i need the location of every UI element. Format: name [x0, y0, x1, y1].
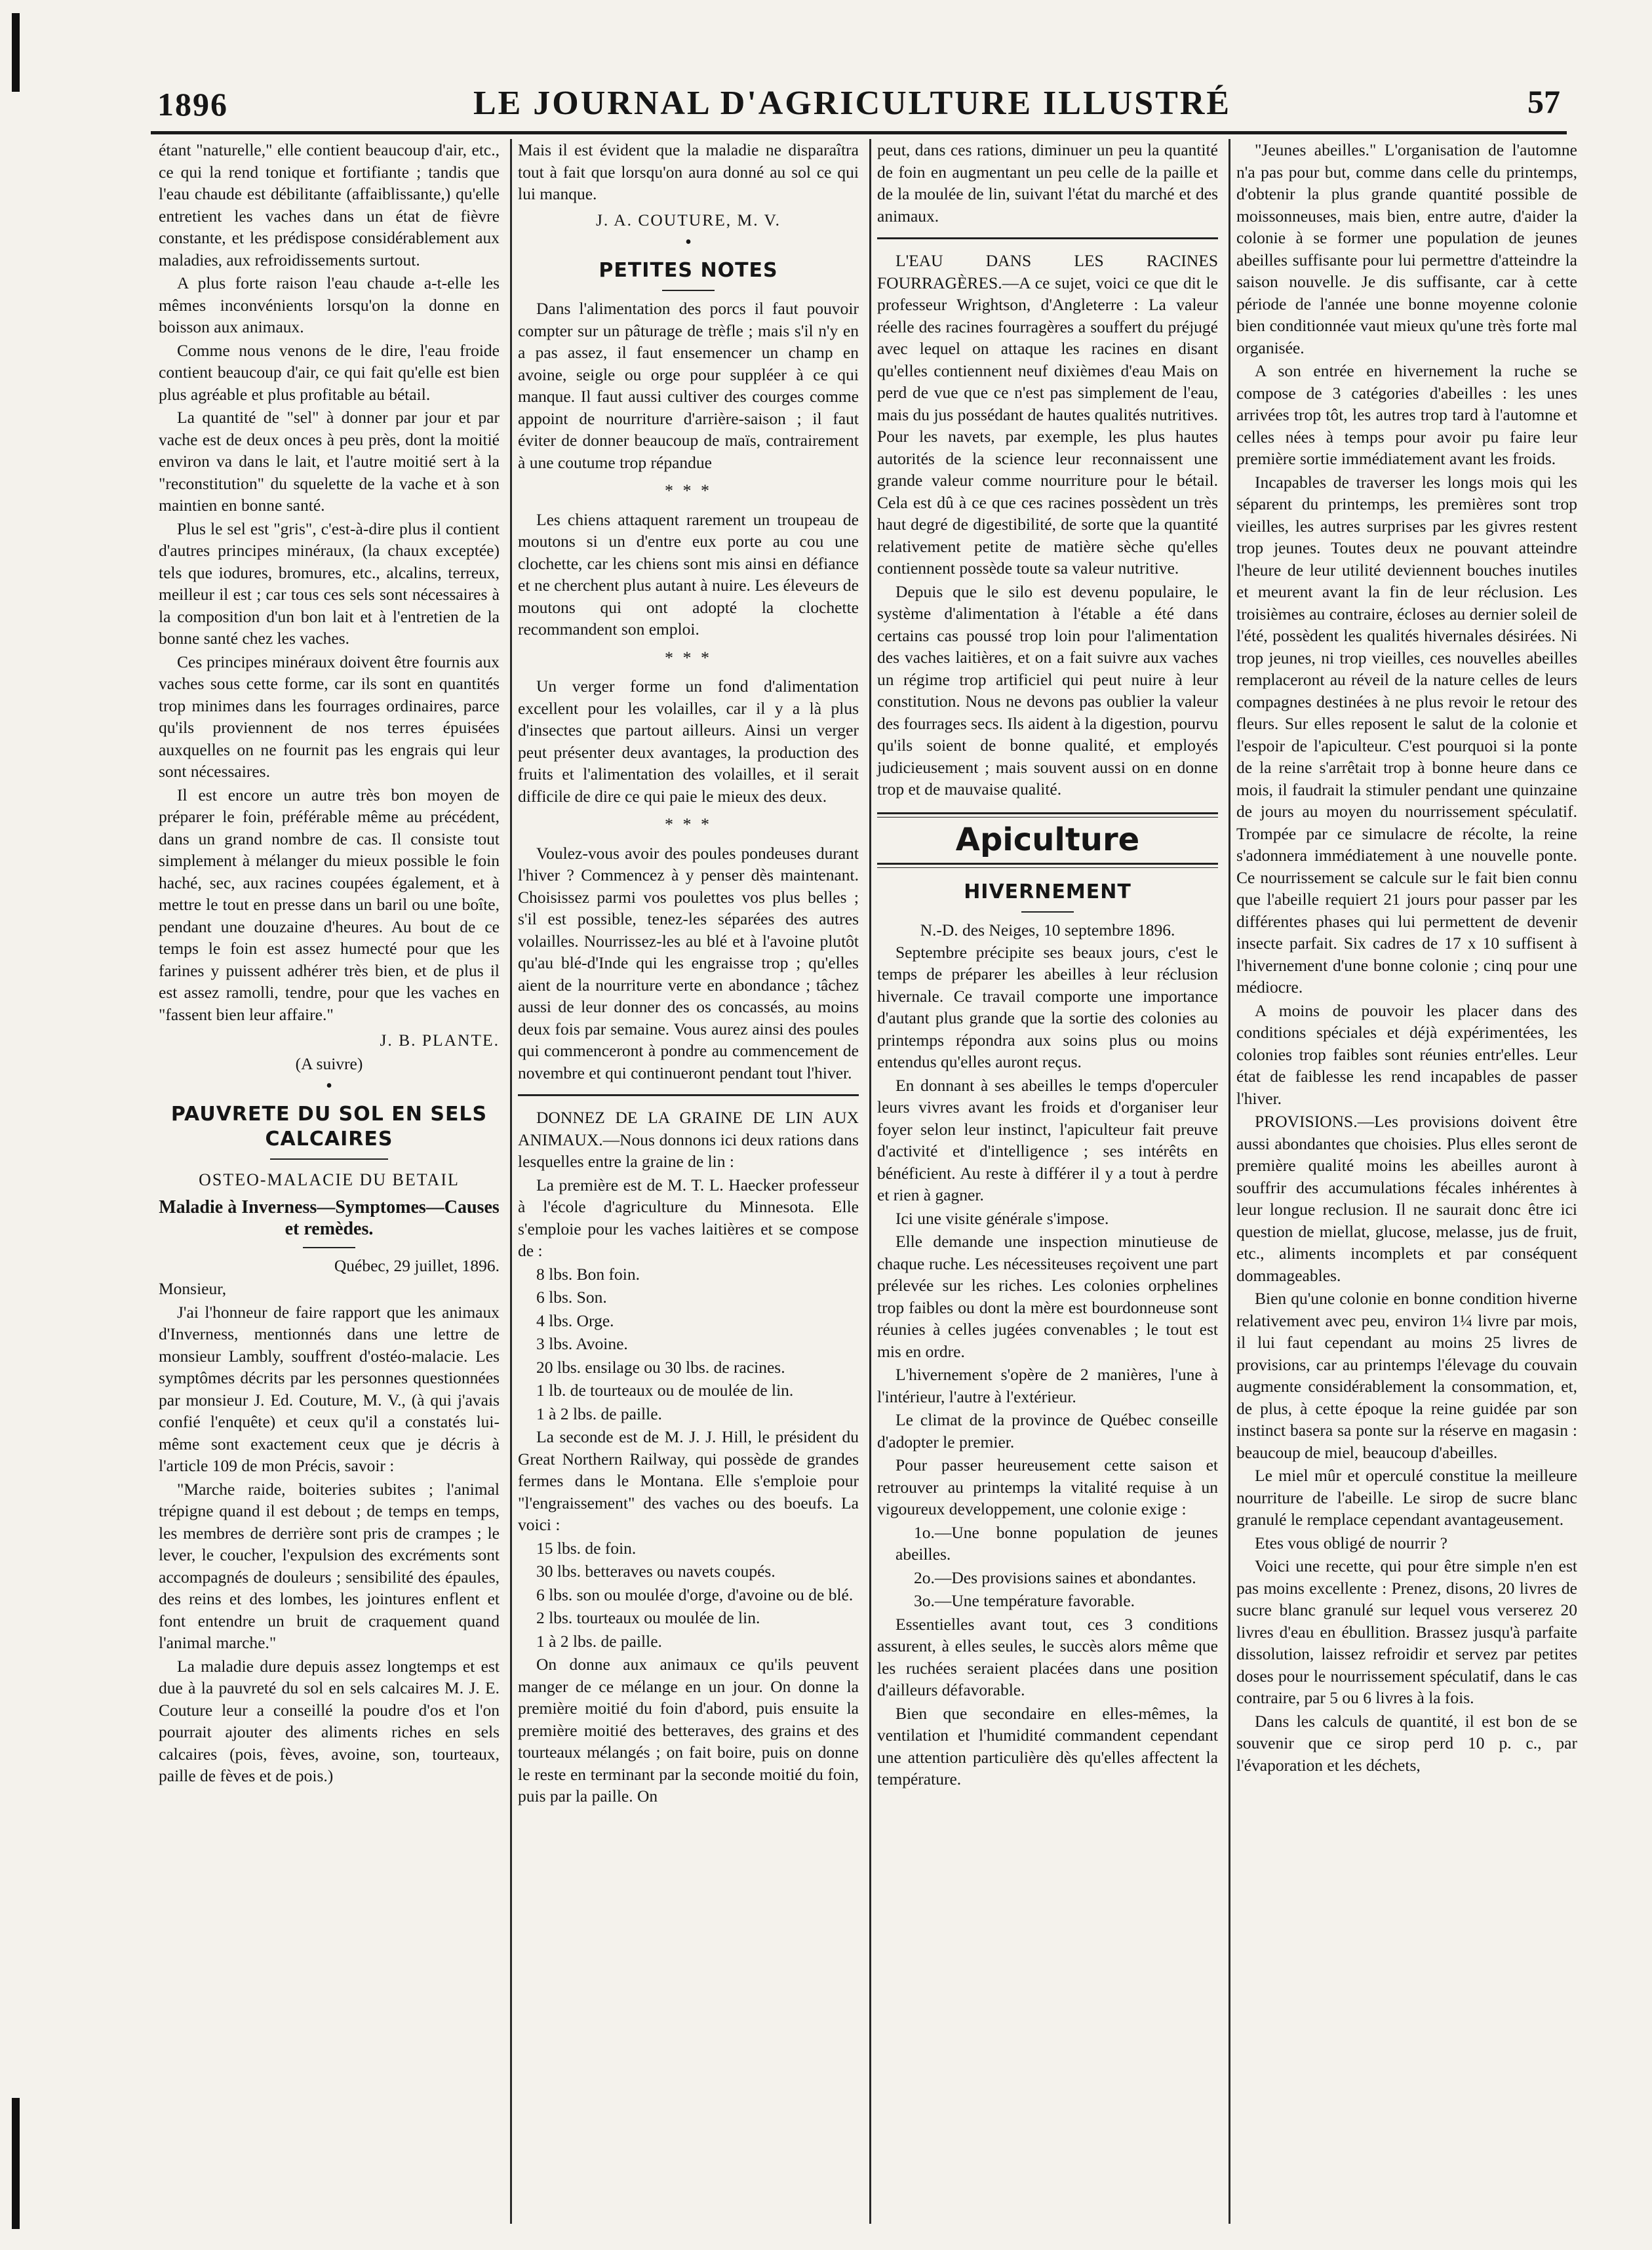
paragraph: Elle demande une inspection minutieuse de chaque ruche. Les nécessiteuses reçoivent une part prélevée sur les riches. Les colonies orphelines trop faibles ou dont la mère est bourdonneuse sont réunies à celles jugées convenables ; le tout est mis en ordre.: [877, 1232, 1218, 1361]
paragraph: L'EAU DANS LES RACINES FOURRAGÈRES.—A ce sujet, voici ce que dit le professeur Wrightson, d'Angleterre : La valeur réelle des racines fourragères a souffert du préjugé avec lequel on attaque les racines en disant qu'elles contiennent neuf dixièmes d'eau Mais on perd de vue que ce n'est pas simplement de l'eau, mais du jus possédant de hautes qualités nutritives. Pour les navets, par exemple, les plus hautes autorités de la science leur reconnaissent une grande valeur comme nourriture pour le bétail. Cela est dû à ce que ces racines possèdent un très haut degré de digestibilité, de sorte que la quantité relativement petite de matière sèche qu'elles contiennent possède toute sa valeur nutritive.: [877, 251, 1218, 578]
paragraph: L'hivernement s'opère de 2 manières, l'une à l'intérieur, l'autre à l'extérieur.: [877, 1365, 1218, 1406]
ornament-dot: •: [685, 232, 692, 252]
article-subheading: OSTEO-MALACIE DU BETAIL: [199, 1170, 460, 1189]
ration-item: 1 à 2 lbs. de paille.: [536, 1404, 662, 1423]
column-rule: [1229, 139, 1230, 2224]
column-4: [1236, 139, 1577, 1777]
ration-item: 15 lbs. de foin.: [536, 1538, 637, 1558]
ration-item: 30 lbs. betteraves ou navets coupés.: [536, 1562, 776, 1581]
paragraph: Un verger forme un fond d'alimentation excellent pour les volailles, car il y a là plus d'insectes que partout ailleurs. Ainsi un verger peut présenter deux avantages, la production des fruits et l'alimentation des volailles, et il serait difficile de dire ce qui paie le mieux des deux.: [518, 677, 859, 806]
paragraph: Mais il est évident que la maladie ne disparaîtra tout à fait que lorsqu'on aura donné au sol ce qui lui manque.: [518, 140, 859, 203]
paragraph: Ces principes minéraux doivent être fournis aux vaches sous cette forme, car ils sont en quantités trop minimes dans les fourrages ordinaires, parce qu'ils proviennent de nos terres épuisées auxquelles on ne fournit pas les engrais qui leur sont nécessaires.: [159, 652, 500, 781]
paragraph: Incapables de traverser les longs mois qui les séparent du printemps, les premières sont trop vieilles, les autres surprises par les givres restent trop jeunes. Toutes deux ne pouvant atteindre l'heure de leur utilité deviennent bouches inutiles et meurent avant la fin de leur réclusion. Les troisièmes au contraire, écloses au dernier soleil de l'été, possèdent les qualités hivernales désirées. Ni trop jeunes, ni trop vieilles, ces nouvelles abeilles remplaceront au réveil de la nature celles de leurs compagnes destinées à ne plus revoir le retour des fleurs. Sur elles reposent le salut de la colonie et l'espoir de l'apiculteur. C'est pourquoi si la ponte de la reine s'arrêtait trop à bonne heure dans ce mois, il faudrait la stimuler pendant une quinzaine de jours au moyen du nourrissement spéculatif. Trompée par ce simulacre de récolte, la reine s'adonnera immédiatement à une nouvelle ponte. Ce nourrissement se calcule sur le fait bien connu que l'abeille requiert 21 jours pour passer par les différentes phases qui lui permettent de devenir insecte parfait. Six cadres de 17 x 10 suffisent à l'hivernement d'une bonne colonie ; cinq pour une médiocre.: [1236, 472, 1577, 997]
column-2: [518, 139, 859, 1809]
paragraph: Dans l'alimentation des porcs il faut pouvoir compter sur un pâturage de trèfle ; mais s'il n'y en a pas assez, il faut ensemencer un champ en avoine, seigle ou orge pour suppléer à ce qui manque. Il faut aussi cultiver des courges comme appoint de nourriture d'arrière-saison ; il faut éviter de donner beaucoup de maïs, contrairement à une coutume trop répandue: [518, 299, 859, 472]
section-rule: [270, 1158, 388, 1160]
ration-item: 2 lbs. tourteaux ou moulée de lin.: [536, 1608, 760, 1627]
section-double-rule: [877, 812, 1218, 818]
ration-item: 1 lb. de tourteaux ou de moulée de lin.: [536, 1381, 794, 1400]
paragraph: DONNEZ DE LA GRAINE DE LIN AUX ANIMAUX.—Nous donnons ici deux rations dans lesquelles entre la graine de lin :: [518, 1108, 859, 1171]
paragraph: Bien que secondaire en elles-mêmes, la ventilation et l'humidité commandent cependant une attention particulière dès qu'elles affectent la température.: [877, 1703, 1218, 1788]
paragraph: Depuis que le silo est devenu populaire, le système d'alimentation à l'étable a été dans certains cas poussé trop loin pour l'alimentation des vaches laitières, et on a fait suivre aux vaches un régime trop artificiel qui peut nuire à leur constitution. Nous ne devons pas oublier la valeur des fourrages secs. Ils aident à la digestion, pourvu qu'ils soient de bonne qualité, et employés judicieusement ; mais souvent aussi on en donne trop et de mauvaise qualité.: [877, 582, 1218, 799]
column-rule: [510, 139, 512, 2224]
paragraph: On donne aux animaux ce qu'ils peuvent manger de ce mélange en un jour. On donne la première moitié du foin d'abord, puis ensuite la première moitié des betteraves, des grains et des tourteaux mélangés ; on fait boire, puis on donne le reste en terminant par la seconde moitié du foin, puis par la paille. On: [518, 1655, 859, 1806]
paragraph: Voulez-vous avoir des poules pondeuses durant l'hiver ? Commencez à y penser dès maintenant. Choisissez parmi vos poulettes vos plus belles ; s'il est possible, tenez-les séparées des autres volailles. Nourrissez-les au blé et à l'avoine plutôt qu'au blé-d'Inde qui les engraisse trop ; qu'elles aient de la nourriture verte en abondance ; tâchez aussi de leur donner des os concassés, au moins deux fois par semaine. Vous aurez ainsi des poules qui commenceront à pondre au commencement de novembre et qui continueront pendant tout l'hiver.: [518, 843, 859, 1082]
paragraph: Pour passer heureusement cette saison et retrouver au printemps la vitalité requise à un vigoureux developpement, une colonie exige :: [877, 1455, 1218, 1518]
ornament-dot: •: [326, 1076, 332, 1096]
paragraph: Le climat de la province de Québec conseille d'adopter le premier.: [877, 1410, 1218, 1451]
paragraph: Ici une visite générale s'impose.: [895, 1208, 1109, 1228]
ration-item: 1 à 2 lbs. de paille.: [536, 1631, 662, 1651]
paragraph: Dans les calculs de quantité, il est bon de se souvenir que ce sirop perd 10 p. c., par l'évaporation et les déchets,: [1236, 1711, 1577, 1775]
issue-year: 1896: [157, 86, 228, 123]
paragraph: A moins de pouvoir les placer dans des conditions spéciales et déjà expérimentées, les colonies trop faibles sont réunies entr'elles. Leur état de faiblesse les rend incapables de passer l'hiver.: [1236, 1000, 1577, 1108]
section-title: Apiculture: [955, 821, 1140, 858]
paragraph: Les chiens attaquent rarement un troupeau de moutons si un d'entre eux porte au cou une clochette, car les chiens sont mis ainsi en défiance et ne cherchent plus autant à nuire. Les éleveurs de moutons qui ont adopté la clochette recommandent son emploi.: [518, 509, 859, 639]
dateline: N.-D. des Neiges, 10 septembre 1896.: [920, 920, 1175, 939]
column-1: [159, 139, 500, 1788]
dateline: Québec, 29 juillet, 1896.: [334, 1255, 500, 1275]
section-rule: [303, 1247, 355, 1248]
ration-item: 6 lbs. son ou moulée d'orge, d'avoine ou de blé.: [536, 1585, 854, 1604]
section-rule: [662, 290, 715, 291]
author-signature: J. A. COUTURE, M. V.: [595, 210, 781, 229]
paragraph: Etes vous obligé de nourrir ?: [1255, 1533, 1447, 1552]
asterism: * * *: [665, 815, 712, 834]
paragraph: La première est de M. T. L. Haecker professeur à l'école d'agriculture du Minnesota. Elle s'emploie pour les vaches laitières et se compose de :: [518, 1175, 859, 1260]
ration-item: 8 lbs. Bon foin.: [536, 1264, 640, 1284]
paragraph: A son entrée en hivernement la ruche se compose de 3 catégories d'abeilles : les unes arrivées trop tôt, les autres trop tard à l'automne et celles nées à temps pour avoir pu faire leur première sortie immédiatement avant les froids.: [1236, 361, 1577, 468]
asterism: * * *: [665, 648, 712, 667]
paragraph: peut, dans ces rations, diminuer un peu la quantité de foin en augmentant un peu celle de la paille et de la moulée de lin, suivant l'état du marché et des animaux.: [877, 140, 1218, 226]
paragraph: Le miel mûr et operculé constitue la meilleure nourriture de l'abeille. Le sirop de sucre blanc granulé le remplace cependant avantageusement.: [1236, 1466, 1577, 1529]
paragraph: Bien qu'une colonie en bonne condition hiverne relativement avec peu, environ 1¼ livre par mois, il lui faut cependant au moins 25 livres de provisions, car au printemps l'élevage du couvain augmente considérablement la consommation, et, de plus, à cette époque la reine guidée par son instinct basera sa ponte sur la réserve en magasin : beaucoup de miel, beaucoup d'abeilles.: [1236, 1289, 1577, 1462]
author-signature: J. B. PLANTE.: [380, 1031, 500, 1050]
ration-list-1: [518, 1263, 859, 1425]
article-heading: PETITES NOTES: [599, 259, 778, 282]
article-kicker: Maladie à Inverness—Symptomes—Causes et remèdes.: [159, 1196, 500, 1239]
salutation: Monsieur,: [159, 1279, 227, 1298]
paragraph: "Marche raide, boiteries subites ; l'animal trépigne quand il est debout ; de temps en temps, les membres de derrière sont pris de crampes ; le lever, le coucher, l'expulsion des excréments sont accompagnés de douleurs ; sensibilité des épaules, des reins et des lombes, les jointures enflent et font entendre un bruit de craquement quand l'animal marche.": [159, 1479, 500, 1652]
journal-title: LE JOURNAL D'AGRICULTURE ILLUSTRÉ: [473, 85, 1232, 122]
ration-list-2: [518, 1537, 859, 1653]
paragraph: Il est encore un autre très bon moyen de préparer le foin, préférable même au précédent, dans un grand nombre de cas. Il consiste tout simplement à mélanger du mieux possible le foin haché, sec, aux racines coupées également, et à mettre le tout en presse dans un baril ou une boîte, pendant une douzaine d'heures. Au bout de ce temps le foin est assez humecté pour que les farines y puissent adhérer très bien, et de plus il est assez ramolli, tendre, pour que les vaches en "fassent bien leur affaire.": [159, 785, 500, 1024]
page-number: 57: [1527, 83, 1560, 120]
paragraph: La maladie dure depuis assez longtemps et est due à la pauvreté du sol en sels calcaires M. J. E. Couture leur a conseillé la poudre d'os et l'on pourrait ajouter des aliments riches en sels calcaires (pois, fèves, avoine, son, tourteaux, paille de fèves et de pois.): [159, 1656, 500, 1785]
paragraph: Septembre précipite ses beaux jours, c'est le temps de préparer les abeilles à leur réclusion hivernale. Ce travail comporte une importance d'autant plus grande que la sortie des colonies au printemps répondra aux soins plus ou moins entendus qu'elles auront reçus.: [877, 942, 1218, 1071]
paragraph: "Jeunes abeilles." L'organisation de l'automne n'a pas pour but, comme dans celle du printemps, d'obtenir la plus grande quantité possible de moissonneuses, mais bien, entre autre, d'aider la colonie à se former une population de jeunes abeilles suffisante pour lui permettre d'atteindre la saison nouvelle. Je dis suffisante, car à cette période de l'année une bonne moyenne colonie bien conditionnée vaut mieux qu'une très forte mal organisée.: [1236, 140, 1577, 357]
ration-item: 20 lbs. ensilage ou 30 lbs. de racines.: [536, 1357, 785, 1377]
masthead: [131, 79, 1573, 138]
section-rule: [877, 237, 1218, 239]
condition-item: 3o.—Une température favorable.: [914, 1591, 1135, 1610]
paragraph: J'ai l'honneur de faire rapport que les animaux d'Inverness, mentionnés dans une lettre de monsieur Lambly, souffrent d'ostéo-malacie. Les symptômes décrits par les personnes questionnées par monsieur J. Ed. Couture, M. V., (à qui j'avais confié l'enquête) et ceux qu'il a constatés lui-même sont exactement ceux que je décris à l'article 109 de mon Précis, savoir :: [159, 1302, 500, 1475]
header-rule: [151, 131, 1567, 134]
paragraph: étant "naturelle," elle contient beaucoup d'air, etc., ce qui la rend tonique et fortifiante ; tandis que l'eau chaude est débilitante (affaiblissante,) qu'elle entretient les vaches dans un état de fièvre constante, et les prédispose considérablement aux maladies, aux refroidissements surtout.: [159, 140, 500, 269]
section-rule: [1021, 911, 1074, 913]
column-3: [877, 139, 1218, 1792]
continued-note: (A suivre): [295, 1054, 363, 1073]
ration-item: 4 lbs. Orge.: [536, 1311, 614, 1330]
paragraph: Comme nous venons de le dire, l'eau froide contient beaucoup d'air, ce qui fait qu'elle est bien plus agréable et plus profitable au bétail.: [159, 340, 500, 404]
condition-item: 2o.—Des provisions saines et abondantes.: [914, 1568, 1196, 1587]
paragraph: En donnant à ses abeilles le temps d'operculer leurs vivres avant les froids et d'organiser leur foyer selon leur instinct, l'apiculteur fait preuve d'activité et d'intelligence ; ses intérêts en bénéficient. Au reste à différer il y a tout à perdre et rien à gagner.: [877, 1075, 1218, 1204]
scan-edge-mark: [12, 13, 20, 92]
asterism: * * *: [665, 481, 712, 500]
section-rule: [518, 1094, 859, 1096]
condition-item: 1o.—Une bonne population de jeunes abeilles.: [895, 1522, 1218, 1564]
article-heading: HIVERNEMENT: [964, 880, 1131, 903]
column-rule: [869, 139, 871, 2224]
paragraph: Plus le sel est "gris", c'est-à-dire plus il contient d'autres principes minéraux, (la chaux exceptée) tels que iodures, bromures, etc., alcalins, terreux, meilleur il est ; car tous ces sels sont nécessaires à la composition d'un bon lait et à l'entretien de la bonne santé chez les vaches.: [159, 519, 500, 648]
paragraph: La quantité de "sel" à donner par jour et par vache est de deux onces à peu près, dont la moitié environ va dans le lait, et l'autre moitié sert à la "reconstitution" du squelette de la vache et à son maintien en bonne santé.: [159, 408, 500, 515]
ration-item: 6 lbs. Son.: [536, 1288, 607, 1307]
paragraph: Voici une recette, qui pour être simple n'en est pas moins excellente : Prenez, disons, 20 livres de sucre blanc granulé sur lequel vous verserez 20 livres d'eau en ébullition. Brassez jusqu'à parfaite dissolution, laissez refroidir et servez par petites doses pour le nourrissement spéculatif, dans le cas contraire, par 5 ou 6 livres à la fois.: [1236, 1556, 1577, 1707]
paragraph: Essentielles avant tout, ces 3 conditions assurent, à elles seules, le succès alors même que les ruchées seraient placées dans une position d'ailleurs défavorable.: [877, 1614, 1218, 1699]
paragraph: A plus forte raison l'eau chaude a-t-elle les mêmes inconvénients lorsqu'on la donne en boisson aux animaux.: [159, 273, 500, 336]
scan-edge-mark: [12, 2098, 20, 2229]
paragraph: PROVISIONS.—Les provisions doivent être aussi abondantes que choisies. Plus elles seront de première qualité moins les abeilles auront à souffrir des accumulations fécales inhérentes à leur longue reclusion. Il ne saurait donc être ici question de miellat, glucose, melasse, jus de fruit, etc., aliments incomplets et par conséquent dommageables.: [1236, 1112, 1577, 1285]
section-double-rule: [877, 863, 1218, 868]
ration-item: 3 lbs. Avoine.: [536, 1334, 628, 1353]
article-heading: PAUVRETE DU SOL EN SELS CALCAIRES: [170, 1103, 488, 1151]
paragraph: La seconde est de M. J. J. Hill, le président du Great Northern Railway, qui possède de grandes fermes dans le Montana. Elle s'emploie pour "l'engraissement" des vaches ou des boeufs. La voici :: [518, 1427, 859, 1534]
